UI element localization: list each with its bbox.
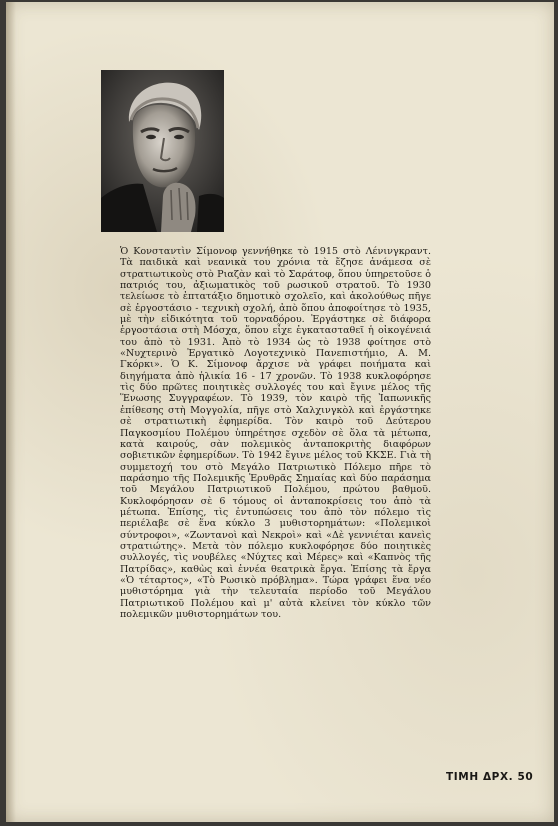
portrait-image [101,70,224,232]
author-biography-text: Ὁ Κονσταντὶν Σίμονοφ γεννήθηκε τὸ 1915 στὸ Λένινγκραντ. Τὰ παιδικὰ καὶ νεανικὰ του χρόνια τὰ ἔζησε ἀνάμεσα σὲ στρατιωτικοὺς στὸ Ριαζὰν καὶ τὸ Σαράτοφ, ὅπου ὑπηρετοῦσε ὁ πατριός του, ἀξιωματικὸς τοῦ ρωσικοῦ στρατοῦ. Τὸ 1930 τελείωσε τὸ ἑπτατάξιο δημοτικὸ σχολεῖο, καὶ ἀκολούθως πῆγε σὲ ἐργοστάσιο - τεχνικὴ σχολή, ἀπὸ ὅπου ἀποφοίτησε τὸ 1935, μὲ τὴν εἰδικότητα τοῦ τορναδόρου. Ἐργάστηκε σὲ διάφορα ἐργοστάσια στὴ Μόσχα, ὅπου εἶχε ἐγκατασταθεῖ ἡ οἰκογένειά του ἀπὸ τὸ 1931. Ἀπὸ τὸ 1934 ὡς τὸ 1938 φοίτησε στὸ «Νυχτερινὸ Ἐργατικὸ Λογοτεχνικὸ Πανεπιστήμιο, Α. Μ. Γκόρκι». Ὁ Κ. Σίμονοφ ἄρχισε νὰ γράφει ποιήματα καὶ διηγήματα ἀπὸ ἡλικία 16 - 17 χρονῶν. Τὸ 1938 κυκλοφόρησε τὶς δύο πρῶτες ποιητικὲς συλλογές του καὶ ἔγινε μέλος τῆς Ἕνωσης Συγγραφέων. Τὸ 1939, τὸν καιρὸ τῆς Ἰαπωνικῆς ἐπίθεσης στὴ Μογγολία, πῆγε στὸ Χαλχινγκὸλ καὶ ἐργάστηκε σὲ στρατιωτικὴ ἐφημερίδα. Τὸν καιρὸ τοῦ Δεύτερου Παγκοσμίου Πολέμου ὑπηρέτησε σχεδὸν σὲ ὅλα τὰ μέτωπα, κατὰ καιρούς, σὰν πολεμικὸς ἀνταποκριτὴς διαφόρων σοβιετικῶν ἐφημερίδων. Τὸ 1942 ἔγινε μέλος τοῦ ΚΚΣΕ. Γιὰ τὴ συμμετοχή του στὸ Μεγάλο Πατριωτικὸ Πόλεμο πῆρε τὸ παράσημο τῆς Πολεμικῆς Ἐρυθρᾶς Σημαίας καὶ δύο παράσημα τοῦ Μεγάλου Πατριωτικοῦ Πολέμου, πρώτου βαθμοῦ. Κυκλοφόρησαν σὲ 6 τόμους οἱ ἀνταποκρίσεις του ἀπὸ τὰ μέτωπα. Ἐπίσης, τὶς ἐντυπώσεις του ἀπὸ τὸν πόλεμο τὶς περιέλαβε σὲ ἕνα κύκλο 3 μυθιστορημάτων: «Πολεμικοὶ σύντροφοι», «Ζωντανοὶ καὶ Νεκροὶ» καὶ «Δὲ γεννιέται κανεὶς στρατιώτης». Μετὰ τὸν πόλεμο κυκλοφόρησε δύο ποιητικὲς συλλογές, τὶς νουβέλες «Νύχτες καὶ Μέρες» καὶ «Καπνὸς τῆς Πατρίδας», καθὼς καὶ ἐννέα θεατρικὰ ἔργα. Ἐπίσης τὰ ἔργα «Ὁ τέταρτος», «Τὸ Ρωσικὸ πρόβλημα». Τώρα γράφει ἕνα νέο μυθιστόρημα γιὰ τὴν τελευταία περίοδο τοῦ Μεγάλου Πατριωτικοῦ Πολέμου καὶ μ' αὐτὰ κλείνει τὸν κύκλο τῶν πολεμικῶν μυθιστορημάτων του. [120,246,431,620]
price-label: ΤΙΜΗ ΔΡΧ. 50 [446,771,534,783]
author-portrait-photo [101,70,224,232]
cover-spine-shadow [6,2,16,822]
